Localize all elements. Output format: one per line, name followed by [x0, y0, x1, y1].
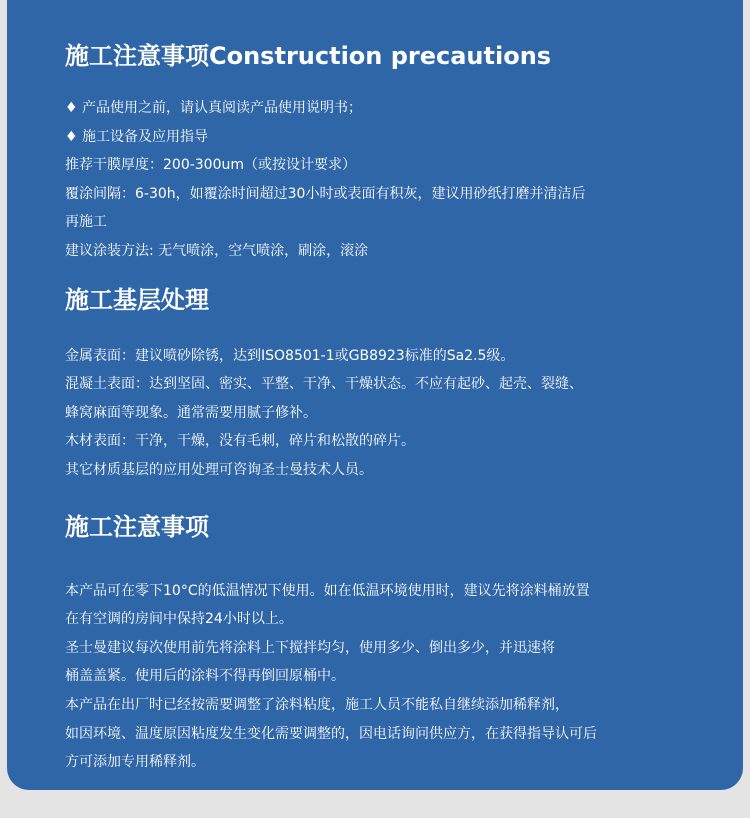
- construction-precautions-list: [65, 94, 703, 266]
- list-item: 木材表面：干净，干燥，没有毛刺，碎片和松散的碎片。: [65, 433, 415, 450]
- substrate-treatment-list: [65, 342, 703, 485]
- list-item: 建议涂装方法: 无气喷涂，空气喷涂，刷涂，滚涂: [65, 242, 369, 259]
- precautions-card: [7, 0, 743, 790]
- section-title-construction-precautions: 施工注意事项Construction precautions: [65, 42, 552, 70]
- list-item: 推荐干膜厚度：200-300um（或按设计要求）: [65, 157, 357, 174]
- list-item: 如因环境、温度原因粘度发生变化需要调整的，因电话询问供应方，在获得指导认可后: [65, 725, 597, 742]
- list-item: 桶盖盖紧。使用后的涂料不得再倒回原桶中。: [65, 668, 345, 685]
- list-item: 圣士曼建议每次使用前先将涂料上下搅拌均匀，使用多少、倒出多少，并迅速将: [65, 639, 555, 656]
- list-item: 蜂窝麻面等现象。通常需要用腻子修补。: [65, 404, 317, 421]
- list-item: 金属表面：建议喷砂除锈，达到ISO8501-1或GB8923标准的Sa2.5级。: [65, 347, 515, 364]
- list-item: ♦ 产品使用之前，请认真阅读产品使用说明书；: [65, 100, 362, 116]
- section-title-precautions: 施工注意事项: [65, 512, 209, 541]
- list-item: 覆涂间隔：6-30h，如覆涂时间超过30小时或表面有积灰，建议用砂纸打磨并清洁后: [65, 185, 586, 202]
- section-title-substrate-treatment: 施工基层处理: [65, 285, 209, 314]
- list-item: 在有空调的房间中保持24小时以上。: [65, 611, 293, 628]
- list-item: 再施工: [65, 214, 107, 231]
- list-item: ♦ 施工设备及应用指导: [65, 128, 209, 145]
- list-item: 方可添加专用稀释剂。: [65, 754, 205, 771]
- list-item: 本产品可在零下10°C的低温情况下使用。如在低温环境使用时，建议先将涂料桶放置: [65, 582, 590, 599]
- precautions-list: [65, 577, 703, 777]
- list-item: 混凝土表面：达到坚固、密实、平整、干净、干燥状态。不应有起砂、起壳、裂缝、: [65, 376, 583, 393]
- list-item: 其它材质基层的应用处理可咨询圣士曼技术人员。: [65, 461, 373, 478]
- list-item: 本产品在出厂时已经按需要调整了涂料粘度，施工人员不能私自继续添加稀释剂，: [65, 696, 569, 713]
